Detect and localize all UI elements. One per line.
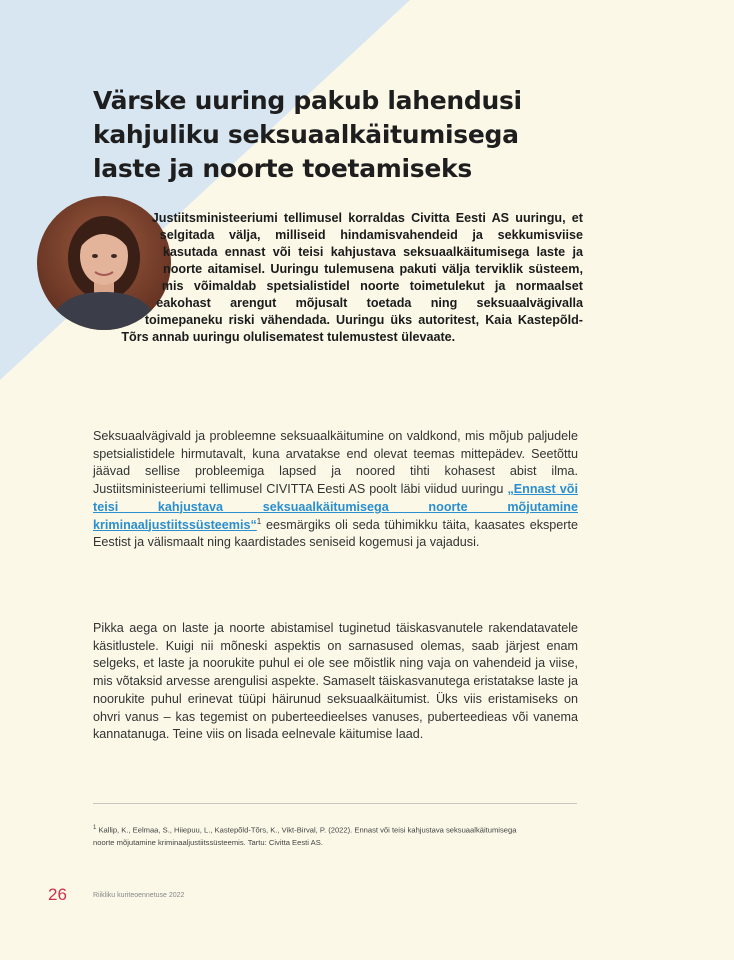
running-title: Riikliku kuriteoennetuse 2022 (93, 892, 185, 899)
footnote (93, 822, 523, 849)
page-number: 26 (48, 885, 67, 904)
paragraph-text: eesmärgiks oli seda tühimikku täita, kaasates eksperte Eestist ja välismaalt ning kaardistades seniseid kogemusi ja vajadusi. (93, 517, 578, 550)
footnote-reference[interactable]: 1 (256, 516, 262, 526)
footnote-marker: 1 (93, 825, 97, 831)
lead-text: Justiitsministeeriumi tellimusel korraldas Civitta Eesti AS uuringu, et selgitada välja, milliseid hindamisvahendeid ja sekkumisviise kasutada ennast või teisi kahjustava seksuaalkäitumisega laste ja noorte aitamisel. Uuringu tulemusena pakuti välja terviklik süsteem, mis võimaldab spetsialistidel noorte toimetulekut ja normaalset eakohast arengut mõjusalt toetada ning seksuaalvägivalla toimepaneku riski vähendada. Uuringu üks autoritest, Kaia Kastepõld-Tõrs annab uuringu olulisematest tulemustest ülevaate. (121, 211, 583, 344)
paragraph-text: Seksuaalvägivald ja probleemne seksuaalkäitumine on valdkond, mis mõjub paljudele spetsialistidele hirmutavalt, kuna arvatakse end olevat teemas mittepädev. Seetõttu jäävad sellise probleemiga lapsed ja noored tihti kohasest abist ilma. Justiitsministeeriumi tellimusel CIVITTA Eesti AS poolt läbi viidud uuringu (93, 429, 578, 497)
article-lead (93, 210, 583, 352)
footnote-divider (93, 803, 577, 804)
article-title: Värske uuring pakub lahendusi kahjuliku seksuaalkäitumisega laste ja noorte toetamiseks (93, 86, 522, 183)
body-paragraph-2: Pikka aega on laste ja noorte abistamisel tuginetud täiskasvanutele rakendatavatele käsitlustele. Kuigi nii mõneski aspektis on sarnasused olemas, saab järjest enam selgeks, et laste ja noorukite puhul ei ole see mõistlik ning vaja on vahendeid ja viise, mis võtaksid arvesse arengulisi aspekte. Samaselt täiskasvanutega eristatakse laste ja noorukite puhul erinevat tüüpi häirunud seksuaalkäitumist. Üks viis eristamiseks on ohvri vanus – kas tegemist on puberteedieelses vanuses, puberteedieas või vanema kannatanuga. Teine viis on lisada eelnevale käitumise laad. (93, 621, 578, 742)
body-paragraph-1 (93, 428, 578, 552)
footnote-text: Kallip, K., Eelmaa, S., Hiiepuu, L., Kastepõld-Tõrs, K., Vikt-Birval, P. (2022). Ennast või teisi kahjustava seksuaalkäitumisega noorte mõjutamine kriminaaljustiitssüsteemis. Tartu: Civitta Eesti AS. (93, 825, 517, 847)
study-link[interactable]: „Ennast või teisi kahjustava seksuaalkäitumisega noorte mõjutamine kriminaaljustiitssüsteemis“ (93, 482, 578, 532)
